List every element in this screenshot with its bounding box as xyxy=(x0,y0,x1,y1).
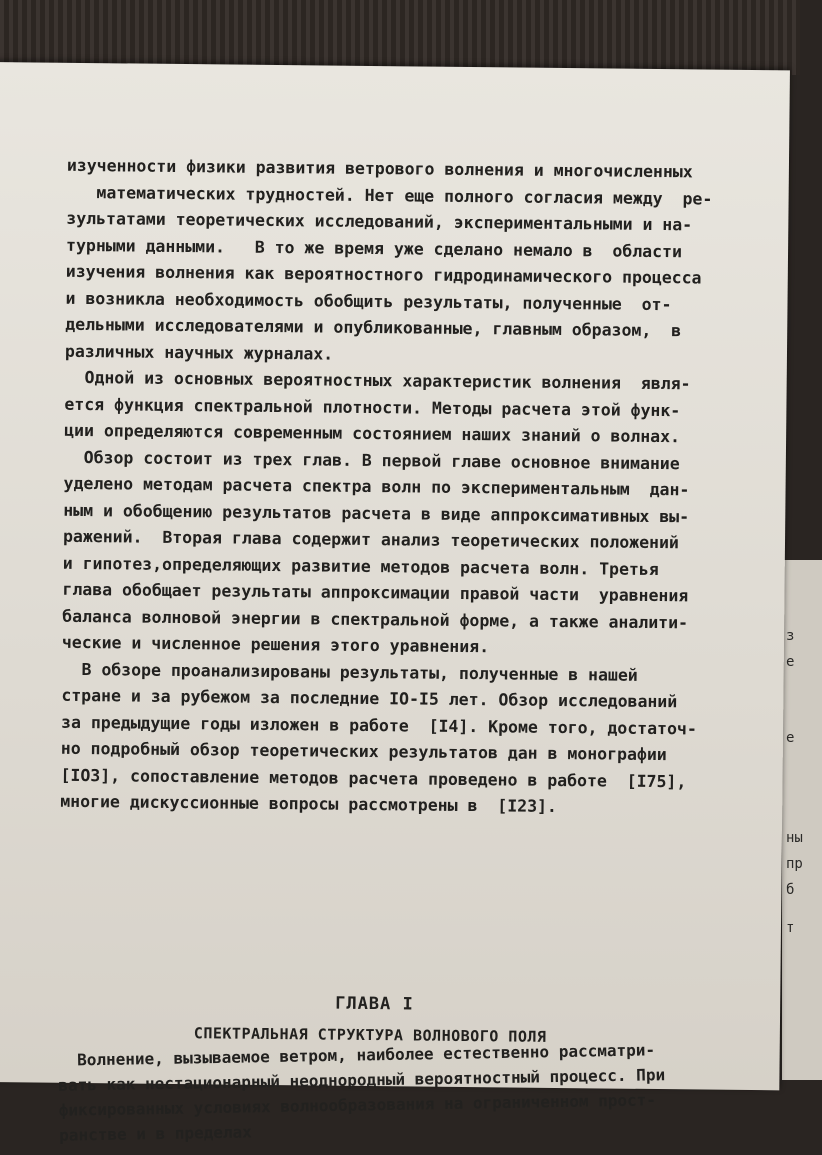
text-line: баланса волновой энергии в спектральной форме, а также аналити- xyxy=(62,606,689,632)
text-line: ческие и численное решения этого уравнения. xyxy=(61,632,490,657)
text-line: вать как нестационарный неоднородный вероятностный процесс. При xyxy=(58,1065,666,1095)
text-line: Волнение, вызываемое ветром, наиболее естественно рассматри- xyxy=(57,1040,656,1070)
text-line: дельными исследователями и опубликованные, главным образом, в xyxy=(65,314,682,341)
text-line: Обзор состоит из трех глав. В первой главе основное внимание xyxy=(63,447,680,473)
text-line: фиксированных условиях волнообразования на ограниченном прост- xyxy=(58,1090,657,1120)
text-line: зультатами теоретических исследований, экспериментальными и на- xyxy=(66,208,693,235)
text-line: ным и обобщению результатов расчета в виде аппроксимативных вы- xyxy=(63,500,690,526)
margin-fragment: ны xyxy=(786,830,803,846)
text-line: Одной из основных вероятностных характеристик волнения явля- xyxy=(64,367,691,394)
text-line: В обзоре проанализированы результаты, полученные в нашей xyxy=(61,659,638,685)
text-line: и гипотез,определяющих развитие методов расчета волн. Третья xyxy=(62,553,659,579)
text-line: [IO3], сопоставление методов расчета проведено в работе [I75], xyxy=(60,765,687,791)
text-line: ции определяются современным состоянием наших знаний о волнах. xyxy=(64,420,681,447)
text-line: ражений. Вторая глава содержит анализ теоретических положений xyxy=(62,526,680,553)
text-line: изученности физики развития ветрового волнения и многочисленных xyxy=(66,155,693,182)
body-text xyxy=(60,153,747,823)
margin-fragment: пр xyxy=(786,856,803,872)
margin-fragment: з xyxy=(786,628,795,644)
chapter-number: ГЛАВА I xyxy=(335,993,414,1015)
margin-fragment: е xyxy=(786,730,795,746)
text-line: турными данными. В то же время уже сделано немало в области xyxy=(65,235,683,261)
margin-fragment: т xyxy=(786,920,795,936)
text-line: стране и за рубежом за последние IO-I5 лет. Обзор исследований xyxy=(61,685,678,712)
margin-fragment: е xyxy=(786,654,795,670)
text-line: математических трудностей. Нет еще полного согласия между ре- xyxy=(66,182,713,209)
text-line: ранстве и в пределах xyxy=(59,1122,253,1145)
text-line: многие дискуссионные вопросы рассмотрены в [I23]. xyxy=(60,791,558,816)
text-line: и возникла необходимость обобщить результаты, полученные от- xyxy=(65,288,672,314)
text-line: изучения волнения как вероятностного гидродинамического процесса xyxy=(65,261,702,288)
text-line: но подробный обзор теоретических результатов дан в монографии xyxy=(60,738,667,765)
text-line: глава обобщает результаты аппроксимации правой части уравнения xyxy=(62,579,689,606)
document-page xyxy=(0,62,790,1145)
text-line: различных научных журналах. xyxy=(64,341,334,364)
text-line: ется функция спектральной плотности. Методы расчета этой функ- xyxy=(64,394,681,420)
chapter-body-text xyxy=(58,1036,740,1148)
margin-fragment: б xyxy=(786,882,795,898)
text-line: уделено методам расчета спектра волн по экспериментальным дан- xyxy=(63,473,690,500)
text-line: за предыдущие годы изложен в работе [I4]. Кроме того, достаточ- xyxy=(60,712,697,738)
chapter-title: СПЕКТРАЛЬНАЯ СТРУКТУРА ВОЛНОВОГО ПОЛЯ xyxy=(193,1024,547,1046)
